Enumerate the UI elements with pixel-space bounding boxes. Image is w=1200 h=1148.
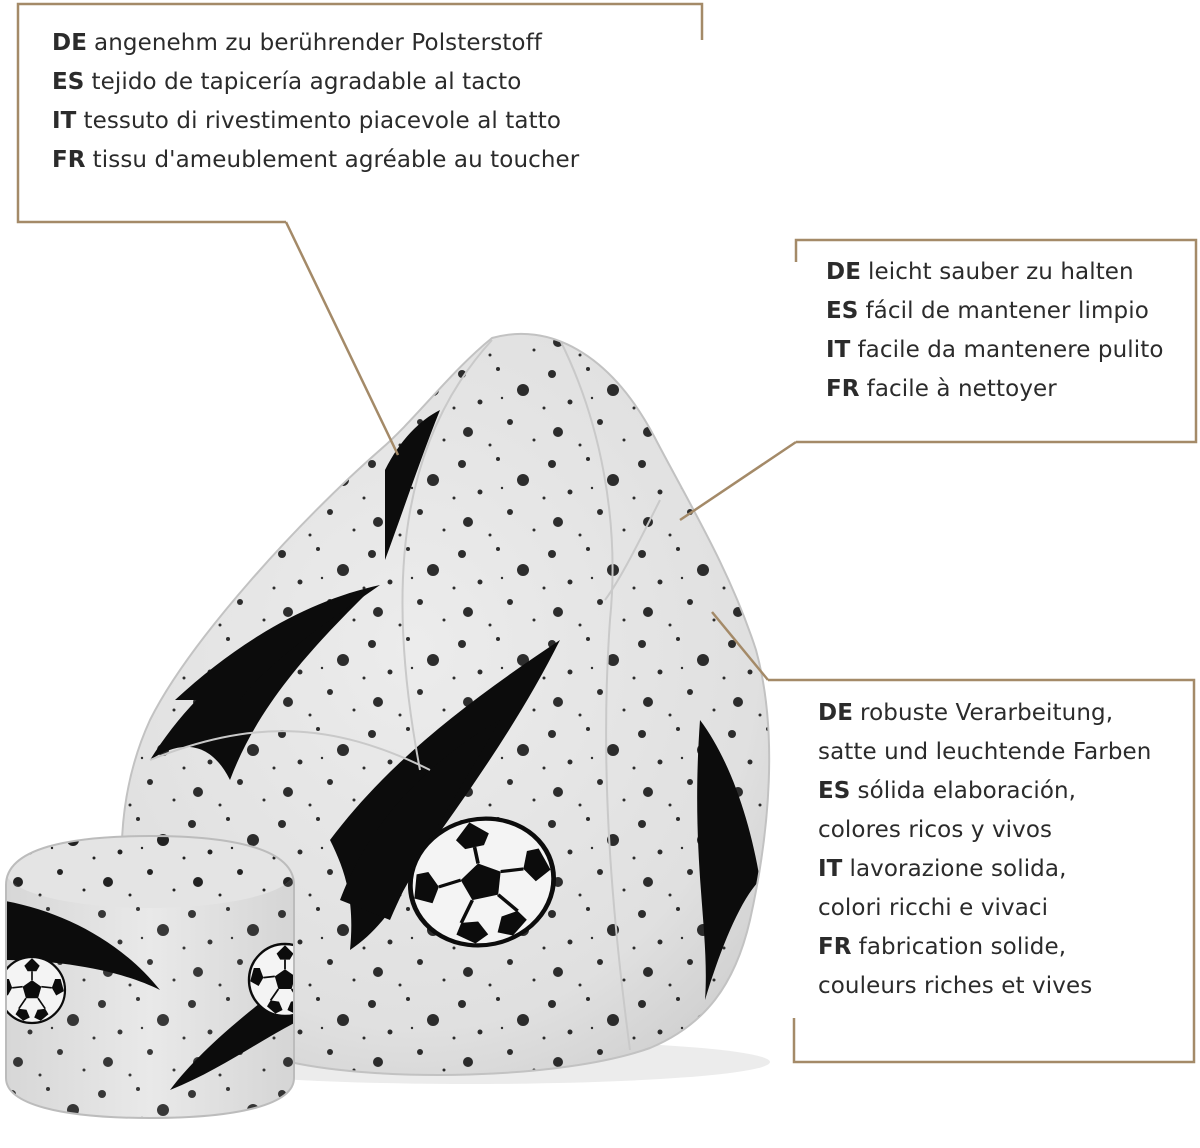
callout-line [818, 811, 1151, 850]
leader-line-clean [680, 442, 796, 520]
language-code: FR [818, 934, 852, 960]
callout-text: tessuto di rivestimento piacevole al tatto [83, 108, 562, 134]
callout-line [818, 772, 1151, 811]
callout-text: fácil de mantener limpio [865, 298, 1149, 324]
callout-line [52, 141, 579, 180]
callout-text: satte und leuchtende Farben [818, 739, 1152, 765]
language-code: IT [52, 108, 77, 134]
callout-line [52, 102, 579, 141]
language-code: FR [52, 147, 86, 173]
language-code: ES [818, 778, 851, 804]
language-code: IT [826, 337, 851, 363]
language-code: DE [52, 30, 88, 56]
callout-line [826, 253, 1164, 292]
callout-line [818, 967, 1151, 1006]
callout-text: colori ricchi e vivaci [818, 895, 1049, 921]
callout-line [52, 63, 579, 102]
callout-line [826, 370, 1164, 409]
callout-fabric [52, 24, 579, 180]
callout-line [818, 850, 1151, 889]
language-code: DE [826, 259, 862, 285]
pouf [0, 830, 321, 1130]
callout-text: fabrication solide, [858, 934, 1067, 960]
callout-quality [818, 694, 1151, 1006]
callout-line [818, 733, 1151, 772]
language-code: IT [818, 856, 843, 882]
callout-line [826, 292, 1164, 331]
callout-line [826, 331, 1164, 370]
callout-text: couleurs riches et vives [818, 973, 1093, 999]
language-code: DE [818, 700, 854, 726]
language-code: FR [826, 376, 860, 402]
callout-text: robuste Verarbeitung, [860, 700, 1114, 726]
callout-line [818, 928, 1151, 967]
callout-line [52, 24, 579, 63]
callout-line [818, 889, 1151, 928]
callout-text: facile à nettoyer [866, 376, 1057, 402]
callout-text: tejido de tapicería agradable al tacto [91, 69, 522, 95]
callout-text: colores ricos y vivos [818, 817, 1053, 843]
callout-text: facile da mantenere pulito [857, 337, 1164, 363]
callout-line [818, 694, 1151, 733]
callout-text: angenehm zu berührender Polsterstoff [94, 30, 542, 56]
callout-clean [826, 253, 1164, 409]
callout-text: tissu d'ameublement agréable au toucher [92, 147, 580, 173]
callout-text: leicht sauber zu halten [868, 259, 1134, 285]
callout-text: lavorazione solida, [849, 856, 1067, 882]
leader-line-fabric [286, 222, 398, 455]
language-code: ES [826, 298, 859, 324]
callout-text: sólida elaboración, [857, 778, 1077, 804]
language-code: ES [52, 69, 85, 95]
